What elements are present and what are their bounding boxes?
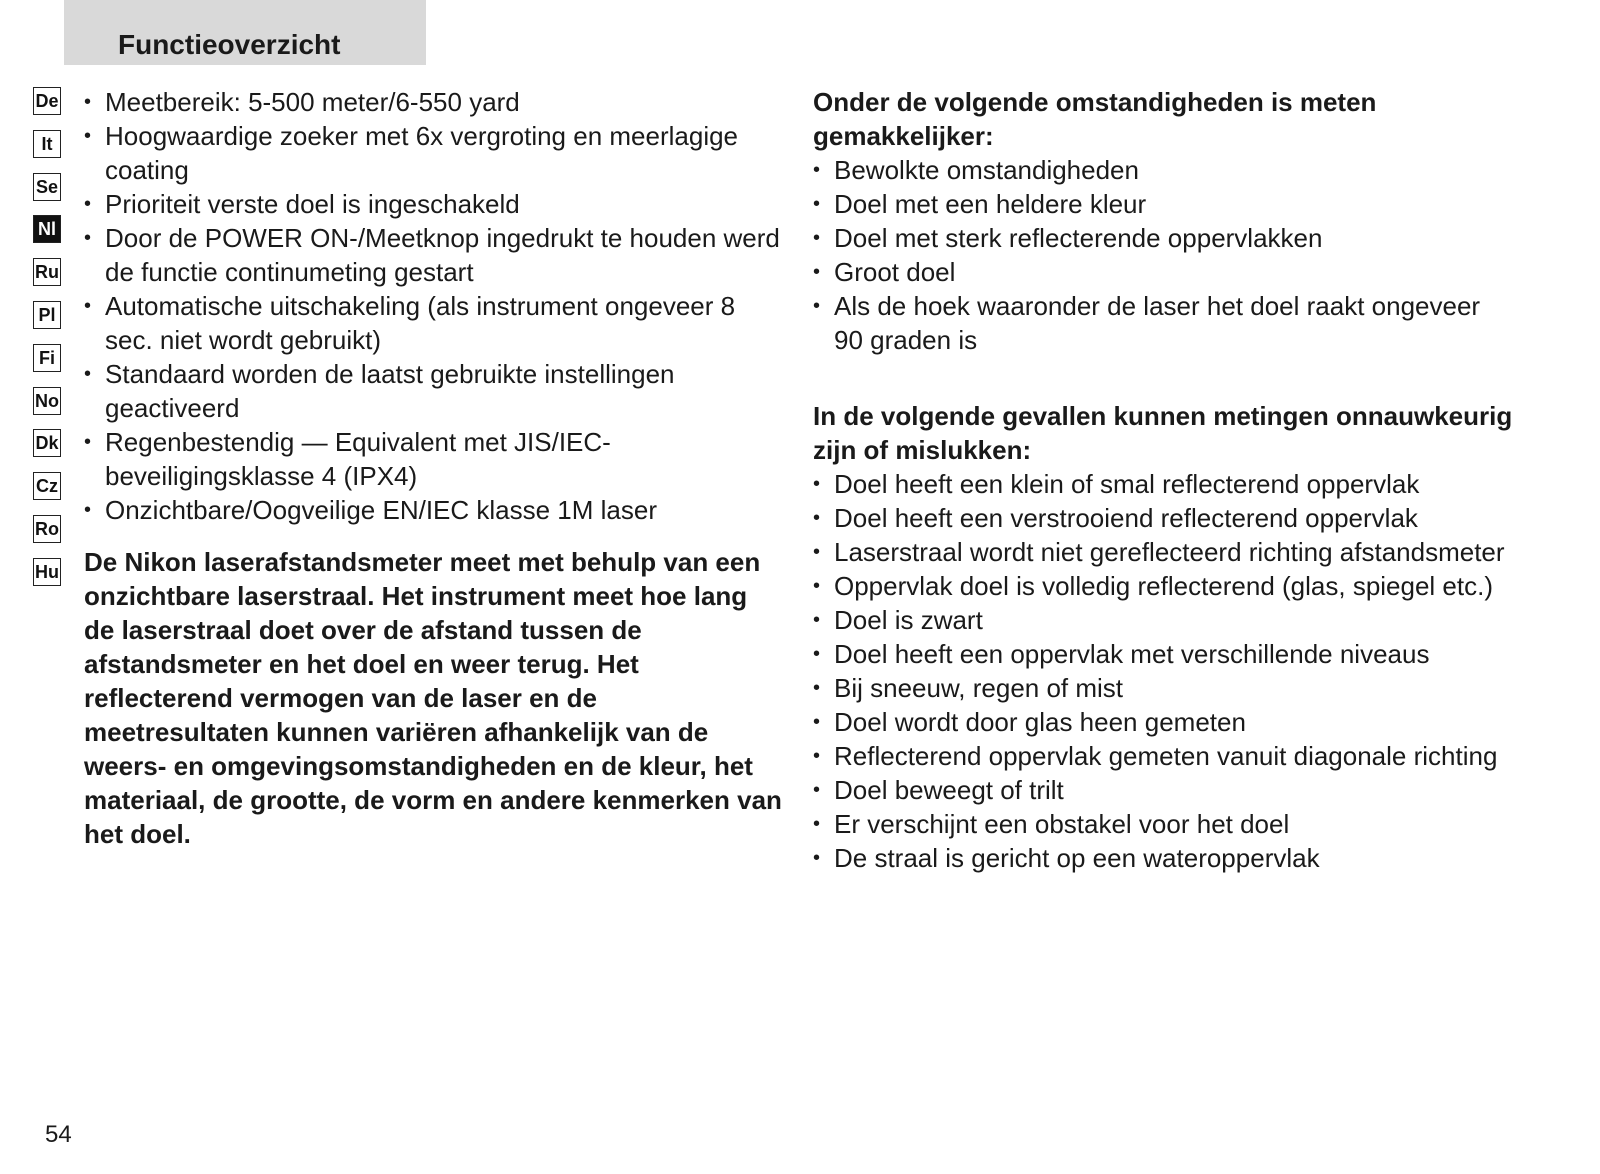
list-item: • De straal is gericht op een wateroppervlak [813,841,1513,875]
lang-tab-pl[interactable]: Pl [33,301,61,329]
lang-tab-hu[interactable]: Hu [33,558,61,586]
easier-conditions-list [813,153,1513,357]
left-column [84,85,784,851]
list-item: • Laserstraal wordt niet gereflecteerd richting afstandsmeter [813,535,1513,569]
right-column [813,85,1513,875]
list-item: • Bij sneeuw, regen of mist [813,671,1513,705]
lang-tab-fi[interactable]: Fi [33,344,61,372]
list-item: • Bewolkte omstandigheden [813,153,1513,187]
lang-tab-se[interactable]: Se [33,173,61,201]
feature-item: • Meetbereik: 5-500 meter/6-550 yard [84,85,784,119]
list-item: • Reflecterend oppervlak gemeten vanuit diagonale richting [813,739,1513,773]
lang-tab-dk[interactable]: Dk [33,429,61,457]
list-item: • Doel heeft een klein of smal reflecterend oppervlak [813,467,1513,501]
lang-tab-it[interactable]: It [33,130,61,158]
lang-tab-cz[interactable]: Cz [33,472,61,500]
page-number: 54 [45,1121,72,1148]
lang-tab-ru[interactable]: Ru [33,258,61,286]
feature-list [84,85,784,527]
feature-item: • Standaard worden de laatst gebruikte instellingen geactiveerd [84,357,784,425]
lang-tab-ro[interactable]: Ro [33,515,61,543]
list-item: • Doel heeft een verstrooiend reflecterend oppervlak [813,501,1513,535]
page-title: Functieoverzicht [118,29,341,60]
feature-item: • Automatische uitschakeling (als instrument ongeveer 8 sec. niet wordt gebruikt) [84,289,784,357]
list-item: • Oppervlak doel is volledig reflecterend (glas, spiegel etc.) [813,569,1513,603]
feature-item: • Hoogwaardige zoeker met 6x vergroting en meerlagige coating [84,119,784,187]
inaccurate-conditions-heading: In de volgende gevallen kunnen metingen onnauwkeurig zijn of mislukken: [813,401,1513,465]
list-item: • Groot doel [813,255,1513,289]
feature-item: • Onzichtbare/Oogveilige EN/IEC klasse 1M laser [84,493,784,527]
feature-item: • Door de POWER ON-/Meetknop ingedrukt te houden werd de functie continumeting gestart [84,221,784,289]
easier-conditions-heading: Onder de volgende omstandigheden is meten gemakkelijker: [813,87,1377,151]
list-item: • Doel met een heldere kleur [813,187,1513,221]
language-tabs [33,87,63,601]
lang-tab-no[interactable]: No [33,387,61,415]
lang-tab-de[interactable]: De [33,87,61,115]
list-item: • Doel is zwart [813,603,1513,637]
list-item: • Als de hoek waaronder de laser het doel raakt ongeveer 90 graden is [813,289,1513,357]
lang-tab-nl[interactable]: Nl [33,215,61,243]
list-item: • Doel beweegt of trilt [813,773,1513,807]
list-item: • Doel heeft een oppervlak met verschillende niveaus [813,637,1513,671]
list-item: • Doel wordt door glas heen gemeten [813,705,1513,739]
feature-item: • Prioriteit verste doel is ingeschakeld [84,187,784,221]
feature-item: • Regenbestendig — Equivalent met JIS/IEC-beveiligingsklasse 4 (IPX4) [84,425,784,493]
list-item: • Er verschijnt een obstakel voor het doel [813,807,1513,841]
section-title-bar [64,0,426,65]
inaccurate-conditions-list [813,467,1513,875]
list-item: • Doel met sterk reflecterende oppervlakken [813,221,1513,255]
description-paragraph: De Nikon laserafstandsmeter meet met behulp van een onzichtbare laserstraal. Het instrument meet hoe lang de laserstraal doet over de afstand tussen de afstandsmeter en het doel en weer terug. Het reflecterend vermogen van de laser en de meetresultaten kunnen variëren afhankelijk van de weers- en omgevingsomstandigheden en de kleur, het materiaal, de grootte, de vorm en andere kenmerken van het doel. [84,547,782,849]
